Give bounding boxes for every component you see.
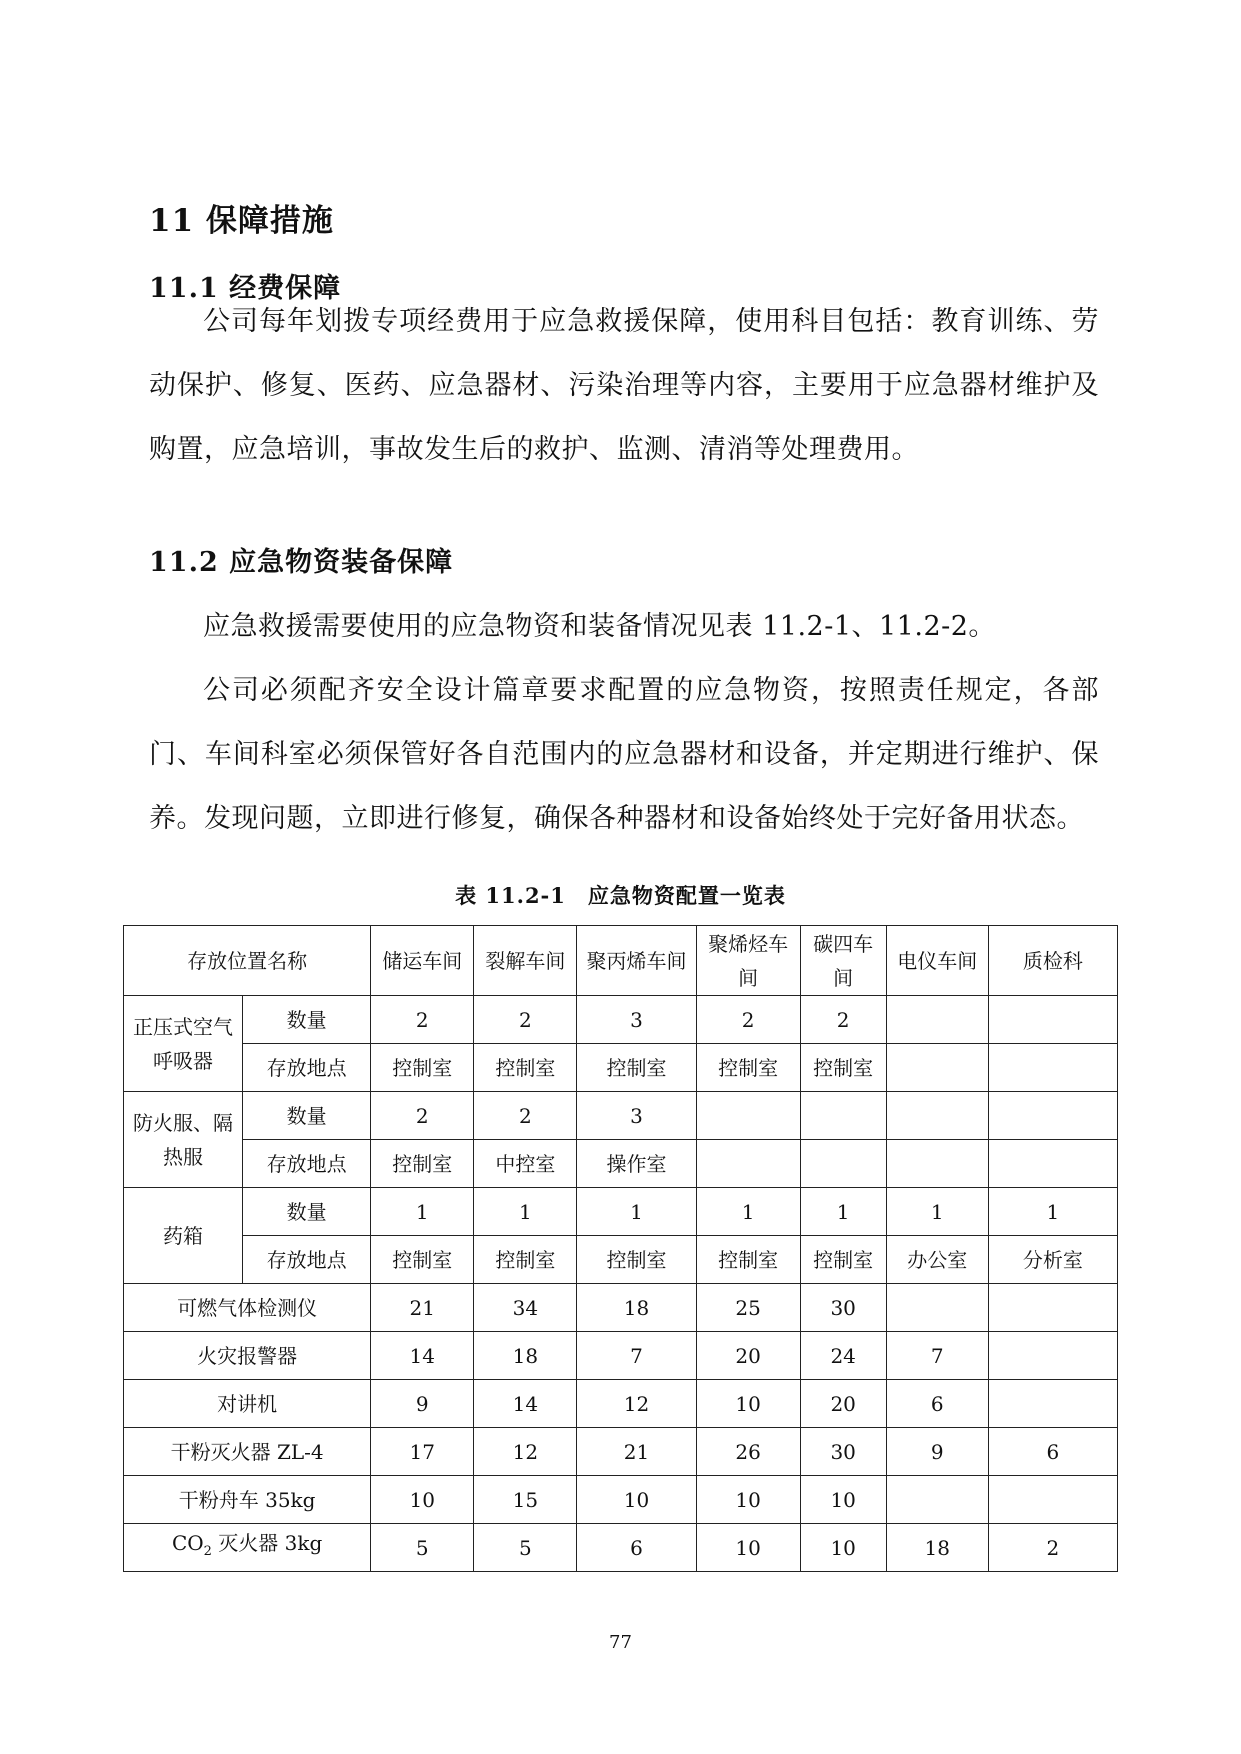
value-cell bbox=[988, 1332, 1117, 1380]
table-caption: 表 11.2-1 应急物资配置一览表 bbox=[455, 883, 786, 908]
paragraph-table-reference: 应急救援需要使用的应急物资和装备情况见表 11.2-1、11.2-2。 bbox=[203, 611, 996, 642]
value-cell bbox=[800, 1140, 886, 1188]
value-cell bbox=[886, 1140, 988, 1188]
value-cell: 控制室 bbox=[800, 1236, 886, 1284]
header-cell: 储运车间 bbox=[371, 926, 474, 996]
page-number: 77 bbox=[609, 1632, 632, 1653]
table-row bbox=[124, 1380, 1118, 1428]
value-cell: 控制室 bbox=[696, 1236, 800, 1284]
value-cell: 控制室 bbox=[800, 1044, 886, 1092]
value-cell bbox=[988, 1380, 1117, 1428]
value-cell: 18 bbox=[474, 1332, 577, 1380]
value-cell: 12 bbox=[474, 1428, 577, 1476]
sub-label-cell: 数量 bbox=[243, 1188, 371, 1236]
value-cell: 24 bbox=[800, 1332, 886, 1380]
value-cell: 2 bbox=[371, 996, 474, 1044]
value-cell bbox=[886, 1044, 988, 1092]
label-suffix: 灭火器 3kg bbox=[211, 1531, 323, 1555]
table-row bbox=[124, 1092, 1118, 1140]
table-header-row bbox=[124, 926, 1118, 996]
value-cell bbox=[988, 1284, 1117, 1332]
value-cell: 6 bbox=[988, 1428, 1117, 1476]
table-row bbox=[124, 1236, 1118, 1284]
value-cell bbox=[886, 1284, 988, 1332]
value-cell: 20 bbox=[696, 1332, 800, 1380]
value-cell: 1 bbox=[988, 1188, 1117, 1236]
value-cell bbox=[696, 1140, 800, 1188]
value-cell: 1 bbox=[696, 1188, 800, 1236]
header-cell: 碳四车间 bbox=[800, 926, 886, 996]
value-cell: 10 bbox=[371, 1476, 474, 1524]
value-cell: 2 bbox=[696, 996, 800, 1044]
value-cell: 2 bbox=[474, 996, 577, 1044]
table-row bbox=[124, 1476, 1118, 1524]
value-cell: 20 bbox=[800, 1380, 886, 1428]
item-name-cell: 正压式空气呼吸器 bbox=[124, 996, 243, 1092]
header-cell: 裂解车间 bbox=[474, 926, 577, 996]
value-cell: 9 bbox=[886, 1428, 988, 1476]
value-cell: 10 bbox=[696, 1524, 800, 1572]
value-cell bbox=[886, 996, 988, 1044]
value-cell: 30 bbox=[800, 1284, 886, 1332]
value-cell: 10 bbox=[800, 1524, 886, 1572]
value-cell: 15 bbox=[474, 1476, 577, 1524]
value-cell: 1 bbox=[886, 1188, 988, 1236]
value-cell: 2 bbox=[371, 1092, 474, 1140]
value-cell: 7 bbox=[577, 1332, 696, 1380]
value-cell: 10 bbox=[577, 1476, 696, 1524]
item-name-cell: 药箱 bbox=[124, 1188, 243, 1284]
value-cell bbox=[988, 1092, 1117, 1140]
value-cell: 控制室 bbox=[474, 1236, 577, 1284]
table-row bbox=[124, 1428, 1118, 1476]
value-cell: 操作室 bbox=[577, 1140, 696, 1188]
value-cell: 3 bbox=[577, 996, 696, 1044]
table-row bbox=[124, 1284, 1118, 1332]
paragraph-maintenance: 公司必须配齐安全设计篇章要求配置的应急物资，按照责任规定，各部门、车间科室必须保管好各自范围内的应急器材和设备，并定期进行维护、保养。发现问题，立即进行修复，确保各种器材和设备始终处于完好备用状态。 bbox=[149, 675, 1099, 834]
table-row bbox=[124, 1332, 1118, 1380]
value-cell: 控制室 bbox=[371, 1044, 474, 1092]
value-cell: 1 bbox=[800, 1188, 886, 1236]
table-row bbox=[124, 1044, 1118, 1092]
value-cell: 10 bbox=[800, 1476, 886, 1524]
item-name-cell: 可燃气体检测仪 bbox=[124, 1284, 371, 1332]
value-cell: 控制室 bbox=[371, 1140, 474, 1188]
label-prefix: CO bbox=[171, 1531, 204, 1555]
value-cell: 12 bbox=[577, 1380, 696, 1428]
value-cell: 2 bbox=[800, 996, 886, 1044]
value-cell bbox=[800, 1092, 886, 1140]
value-cell bbox=[886, 1476, 988, 1524]
sub-label-cell: 数量 bbox=[243, 1092, 371, 1140]
item-name-cell: 干粉灭火器 ZL-4 bbox=[124, 1428, 371, 1476]
header-cell: 质检科 bbox=[988, 926, 1117, 996]
value-cell bbox=[696, 1092, 800, 1140]
value-cell: 26 bbox=[696, 1428, 800, 1476]
value-cell: 控制室 bbox=[696, 1044, 800, 1092]
subsection-title-funding: 11.1 经费保障 bbox=[149, 273, 342, 304]
subsection-title-materials: 11.2 应急物资装备保障 bbox=[149, 547, 454, 578]
value-cell: 控制室 bbox=[577, 1044, 696, 1092]
item-name-cell: 干粉舟车 35kg bbox=[124, 1476, 371, 1524]
item-name-cell bbox=[124, 1524, 371, 1572]
value-cell: 17 bbox=[371, 1428, 474, 1476]
section-title: 11 保障措施 bbox=[149, 203, 334, 239]
table-row bbox=[124, 996, 1118, 1044]
item-name-cell: 火灾报警器 bbox=[124, 1332, 371, 1380]
value-cell: 控制室 bbox=[474, 1044, 577, 1092]
label-subscript: 2 bbox=[203, 1544, 212, 1559]
value-cell: 办公室 bbox=[886, 1236, 988, 1284]
value-cell: 30 bbox=[800, 1428, 886, 1476]
sub-label-cell: 存放地点 bbox=[243, 1044, 371, 1092]
item-name-cell: 对讲机 bbox=[124, 1380, 371, 1428]
value-cell: 1 bbox=[474, 1188, 577, 1236]
sub-label-cell: 存放地点 bbox=[243, 1236, 371, 1284]
value-cell: 21 bbox=[371, 1284, 474, 1332]
value-cell bbox=[886, 1092, 988, 1140]
value-cell: 21 bbox=[577, 1428, 696, 1476]
value-cell: 14 bbox=[474, 1380, 577, 1428]
value-cell: 3 bbox=[577, 1092, 696, 1140]
value-cell: 18 bbox=[577, 1284, 696, 1332]
value-cell: 分析室 bbox=[988, 1236, 1117, 1284]
header-label-cell: 存放位置名称 bbox=[124, 926, 371, 996]
paragraph-funding: 公司每年划拨专项经费用于应急救援保障，使用科目包括：教育训练、劳动保护、修复、医药、应急器材、污染治理等内容，主要用于应急器材维护及购置，应急培训，事故发生后的救护、监测、清消等处理费用。 bbox=[149, 306, 1099, 465]
value-cell: 2 bbox=[988, 1524, 1117, 1572]
value-cell: 5 bbox=[371, 1524, 474, 1572]
value-cell: 10 bbox=[696, 1380, 800, 1428]
value-cell: 9 bbox=[371, 1380, 474, 1428]
value-cell: 控制室 bbox=[577, 1236, 696, 1284]
value-cell: 25 bbox=[696, 1284, 800, 1332]
value-cell: 6 bbox=[886, 1380, 988, 1428]
value-cell bbox=[988, 1476, 1117, 1524]
value-cell: 14 bbox=[371, 1332, 474, 1380]
value-cell: 2 bbox=[474, 1092, 577, 1140]
value-cell: 1 bbox=[371, 1188, 474, 1236]
value-cell: 10 bbox=[696, 1476, 800, 1524]
item-name-cell: 防火服、隔热服 bbox=[124, 1092, 243, 1188]
value-cell: 控制室 bbox=[371, 1236, 474, 1284]
value-cell: 1 bbox=[577, 1188, 696, 1236]
sub-label-cell: 存放地点 bbox=[243, 1140, 371, 1188]
header-cell: 聚丙烯车间 bbox=[577, 926, 696, 996]
header-cell: 聚烯烃车间 bbox=[696, 926, 800, 996]
value-cell bbox=[988, 1140, 1117, 1188]
sub-label-cell: 数量 bbox=[243, 996, 371, 1044]
value-cell: 5 bbox=[474, 1524, 577, 1572]
value-cell bbox=[988, 996, 1117, 1044]
emergency-materials-table bbox=[123, 925, 1118, 1572]
value-cell: 18 bbox=[886, 1524, 988, 1572]
value-cell: 6 bbox=[577, 1524, 696, 1572]
value-cell: 7 bbox=[886, 1332, 988, 1380]
value-cell bbox=[988, 1044, 1117, 1092]
table-row bbox=[124, 1524, 1118, 1572]
value-cell: 中控室 bbox=[474, 1140, 577, 1188]
table-row bbox=[124, 1140, 1118, 1188]
header-cell: 电仪车间 bbox=[886, 926, 988, 996]
value-cell: 34 bbox=[474, 1284, 577, 1332]
table-body bbox=[124, 926, 1118, 1572]
table-row bbox=[124, 1188, 1118, 1236]
